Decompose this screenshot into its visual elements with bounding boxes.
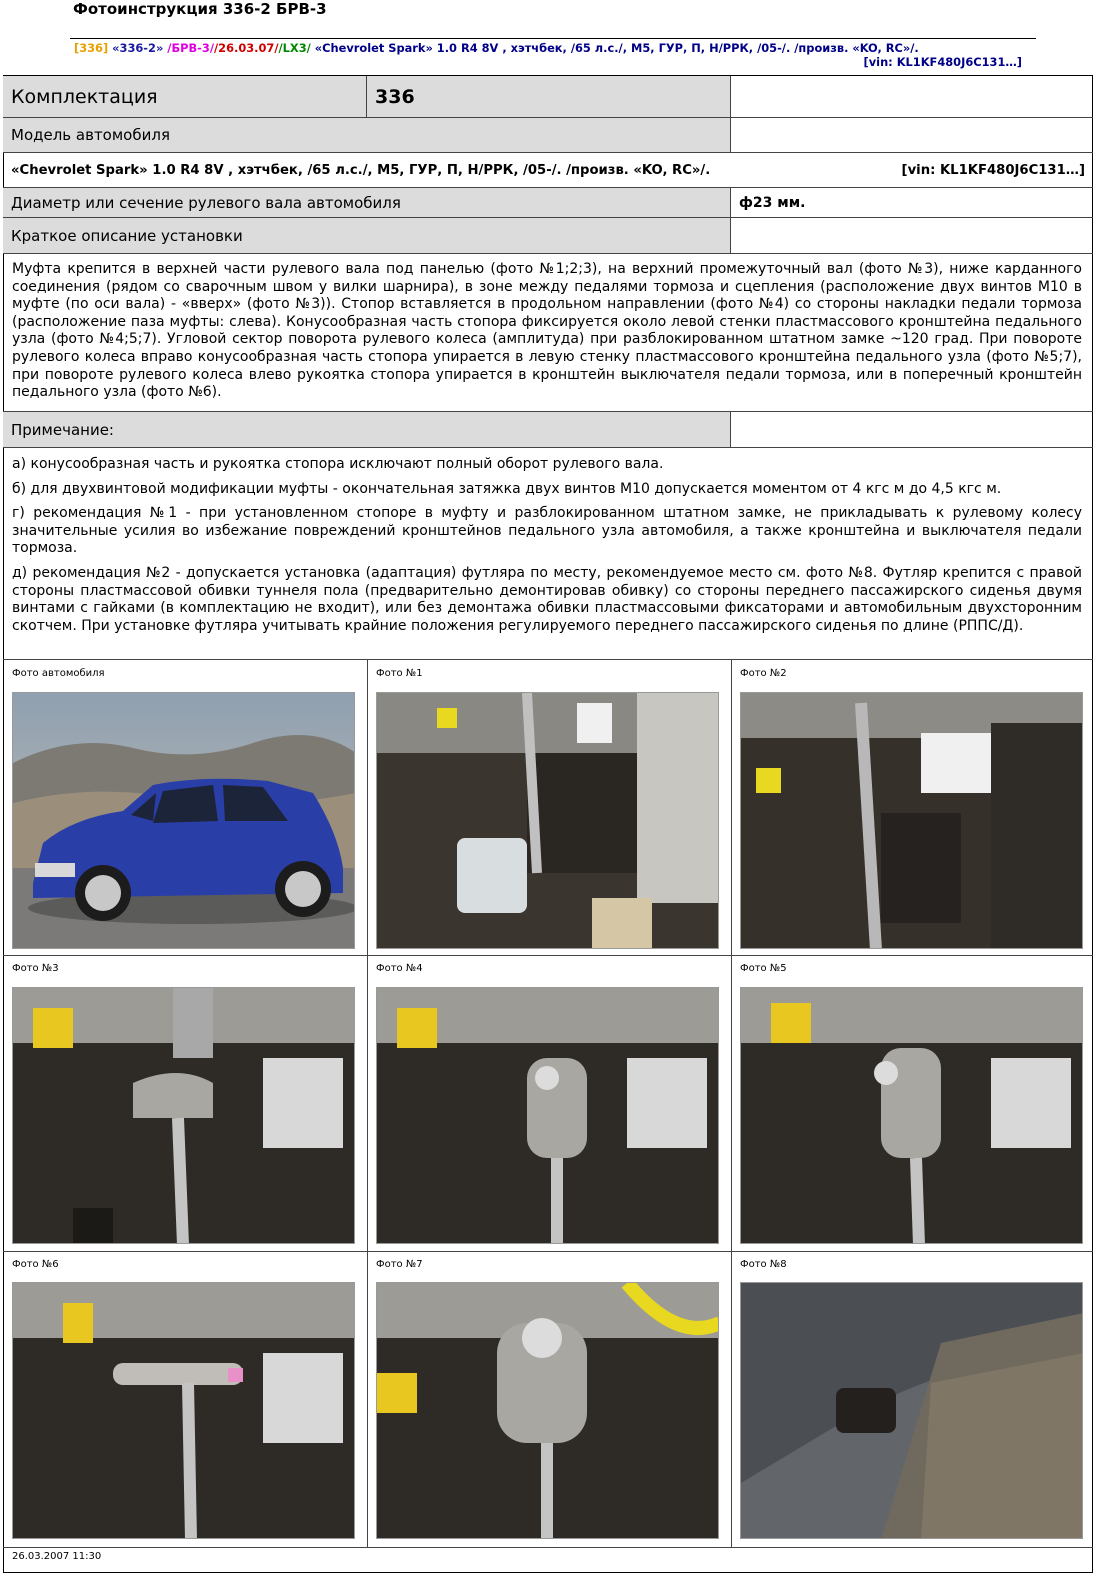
header-rule: [70, 38, 1036, 39]
note-b: б) для двухвинтовой модификации муфты - окончательная затяжка двух винтов М10 допускается моментом от 4 кгс м до 4,5 кгс м.: [12, 480, 1002, 497]
row-kit: [3, 76, 1093, 118]
header-car: «Chevrolet Spark» 1.0 R4 8V , хэтчбек, /65 л.с./, M5, ГУР, П, Н/РРК, /05-/. /произв. «KO, RC»/.: [314, 41, 919, 55]
grid-line: [3, 1547, 1093, 1548]
photo-label: Фото автомобиля: [12, 668, 105, 679]
row-note-label: [3, 412, 1093, 448]
model-value-cell: [3, 153, 1093, 187]
interior-photo: [376, 692, 719, 949]
grid-line: [3, 1251, 1093, 1252]
note-label-cell: [3, 412, 731, 447]
header-model: «336-2»: [112, 41, 164, 55]
model-label: Модель автомобиля: [11, 126, 170, 144]
row-model-value: [3, 153, 1093, 188]
diameter-label: Диаметр или сечение рулевого вала автомобиля: [11, 193, 401, 212]
interior-photo: [12, 987, 355, 1244]
photo-label: Фото №3: [12, 963, 59, 974]
header-line: [74, 41, 1032, 55]
diameter-value-cell: [731, 188, 1093, 217]
kit-label: Комплектация: [11, 85, 158, 108]
photo-label: Фото №8: [740, 1259, 787, 1270]
model-vin: [vin: KL1KF480J6C131…]: [901, 162, 1085, 178]
note-d: д) рекомендация №2 - допускается установка (адаптация) футляра по месту, рекомендуемое место см. фото №8. Футляр крепится с правой стороны пластмассовой обивки туннеля пола (предварительно демонтировав обивку) со стороны переднего пассажирского сиденья двумя винтами с гайками (в комплектацию не входит), или без демонтажа обивки пластмассовыми фиксаторами и автомобильным двухсторонним скотчем. При установке футляра учитывать крайние положения регулируемого переднего пассажирского сиденья по длине (РППС/Д).: [12, 564, 1082, 634]
diameter-value: ф23 мм.: [739, 194, 806, 211]
photo-label: Фото №4: [376, 963, 423, 974]
photo-label: Фото №6: [12, 1259, 59, 1270]
header-date: /26.03.07/: [213, 41, 279, 55]
desc-label: Краткое описание установки: [11, 226, 243, 245]
grid-line: [367, 660, 368, 1547]
diameter-label-cell: [3, 188, 731, 217]
header-brv: /БРВ-3/: [167, 41, 214, 55]
row-diameter: [3, 188, 1093, 218]
kit-value-cell: [367, 76, 731, 117]
note-a: а) конусообразная часть и рукоятка стопора исключают полный оборот рулевого вала.: [12, 456, 664, 472]
photo-label: Фото №7: [376, 1259, 423, 1270]
header-lx: /LX3/: [278, 41, 311, 55]
row-desc-label: [3, 218, 1093, 254]
grid-line: [731, 660, 732, 1547]
car-photo: [12, 692, 355, 949]
interior-photo: [12, 1282, 355, 1539]
interior-photo: [740, 692, 1083, 949]
description-text: Муфта крепится в верхней части рулевого вала под панелью (фото №1;2;3), на верхний промежуточный вал (фото №3), ниже карданного соединения (рядом со сварочным швом у вилки шарнира), в зоне между педалями тормоза и сцепления (расположение двух винтов М10 в муфте (по оси вала) - «вверх» (фото №3)). Стопор вставляется в продольном направлении (фото №4) со стороны накладки педали тормоза (расположение паза муфты: слева). Конусообразная часть стопора фиксируется около левой стенки пластмассового кронштейна педального узла (фото №4;5;7). Угловой сектор поворота рулевого колеса (амплитуда) при разблокированном штатном замке ~120 град. При повороте рулевого колеса вправо конусообразная часть стопора упирается в левую стенку пластмассового кронштейна педального узла (фото №5;7), при повороте рулевого колеса влево рукоятка стопора упирается в кронштейн выключателя педали тормоза, или в поперечный кронштейн педального узла (фото №6).: [12, 261, 1082, 401]
desc-label-cell: [3, 218, 731, 253]
interior-photo: [740, 987, 1083, 1244]
kit-label-cell: [3, 76, 367, 117]
model-label-cell: [3, 118, 731, 152]
note-label: Примечание:: [11, 420, 114, 439]
note-g: г) рекомендация №1 - при установленном стопоре в муфту и разблокированном штатном замке, не прикладывать к рулевому колесу значительные усилия во избежание повреждений кронштейнов педального узла автомобиля, а также кронштейна и выключателя педали тормоза.: [12, 505, 1082, 557]
footer-timestamp: 26.03.2007 11:30: [12, 1551, 102, 1562]
interior-photo: [376, 1282, 719, 1539]
model-value: «Chevrolet Spark» 1.0 R4 8V , хэтчбек, /65 л.с./, M5, ГУР, П, Н/РРК, /05-/. /произв. «KO, RC»/.: [11, 162, 711, 178]
floor-photo: [740, 1282, 1083, 1539]
photo-label: Фото №5: [740, 963, 787, 974]
kit-value: 336: [375, 85, 415, 108]
header-code: [336]: [74, 41, 109, 55]
photo-label: Фото №1: [376, 668, 423, 679]
header-vin: [vin: KL1KF480J6C131…]: [863, 55, 1022, 69]
interior-photo: [376, 987, 719, 1244]
page-title: Фотоинструкция 336-2 БРВ-3: [73, 0, 327, 18]
grid-line: [3, 955, 1093, 956]
row-model-label: [3, 118, 1093, 153]
notes-block: [12, 456, 1082, 642]
photo-label: Фото №2: [740, 668, 787, 679]
